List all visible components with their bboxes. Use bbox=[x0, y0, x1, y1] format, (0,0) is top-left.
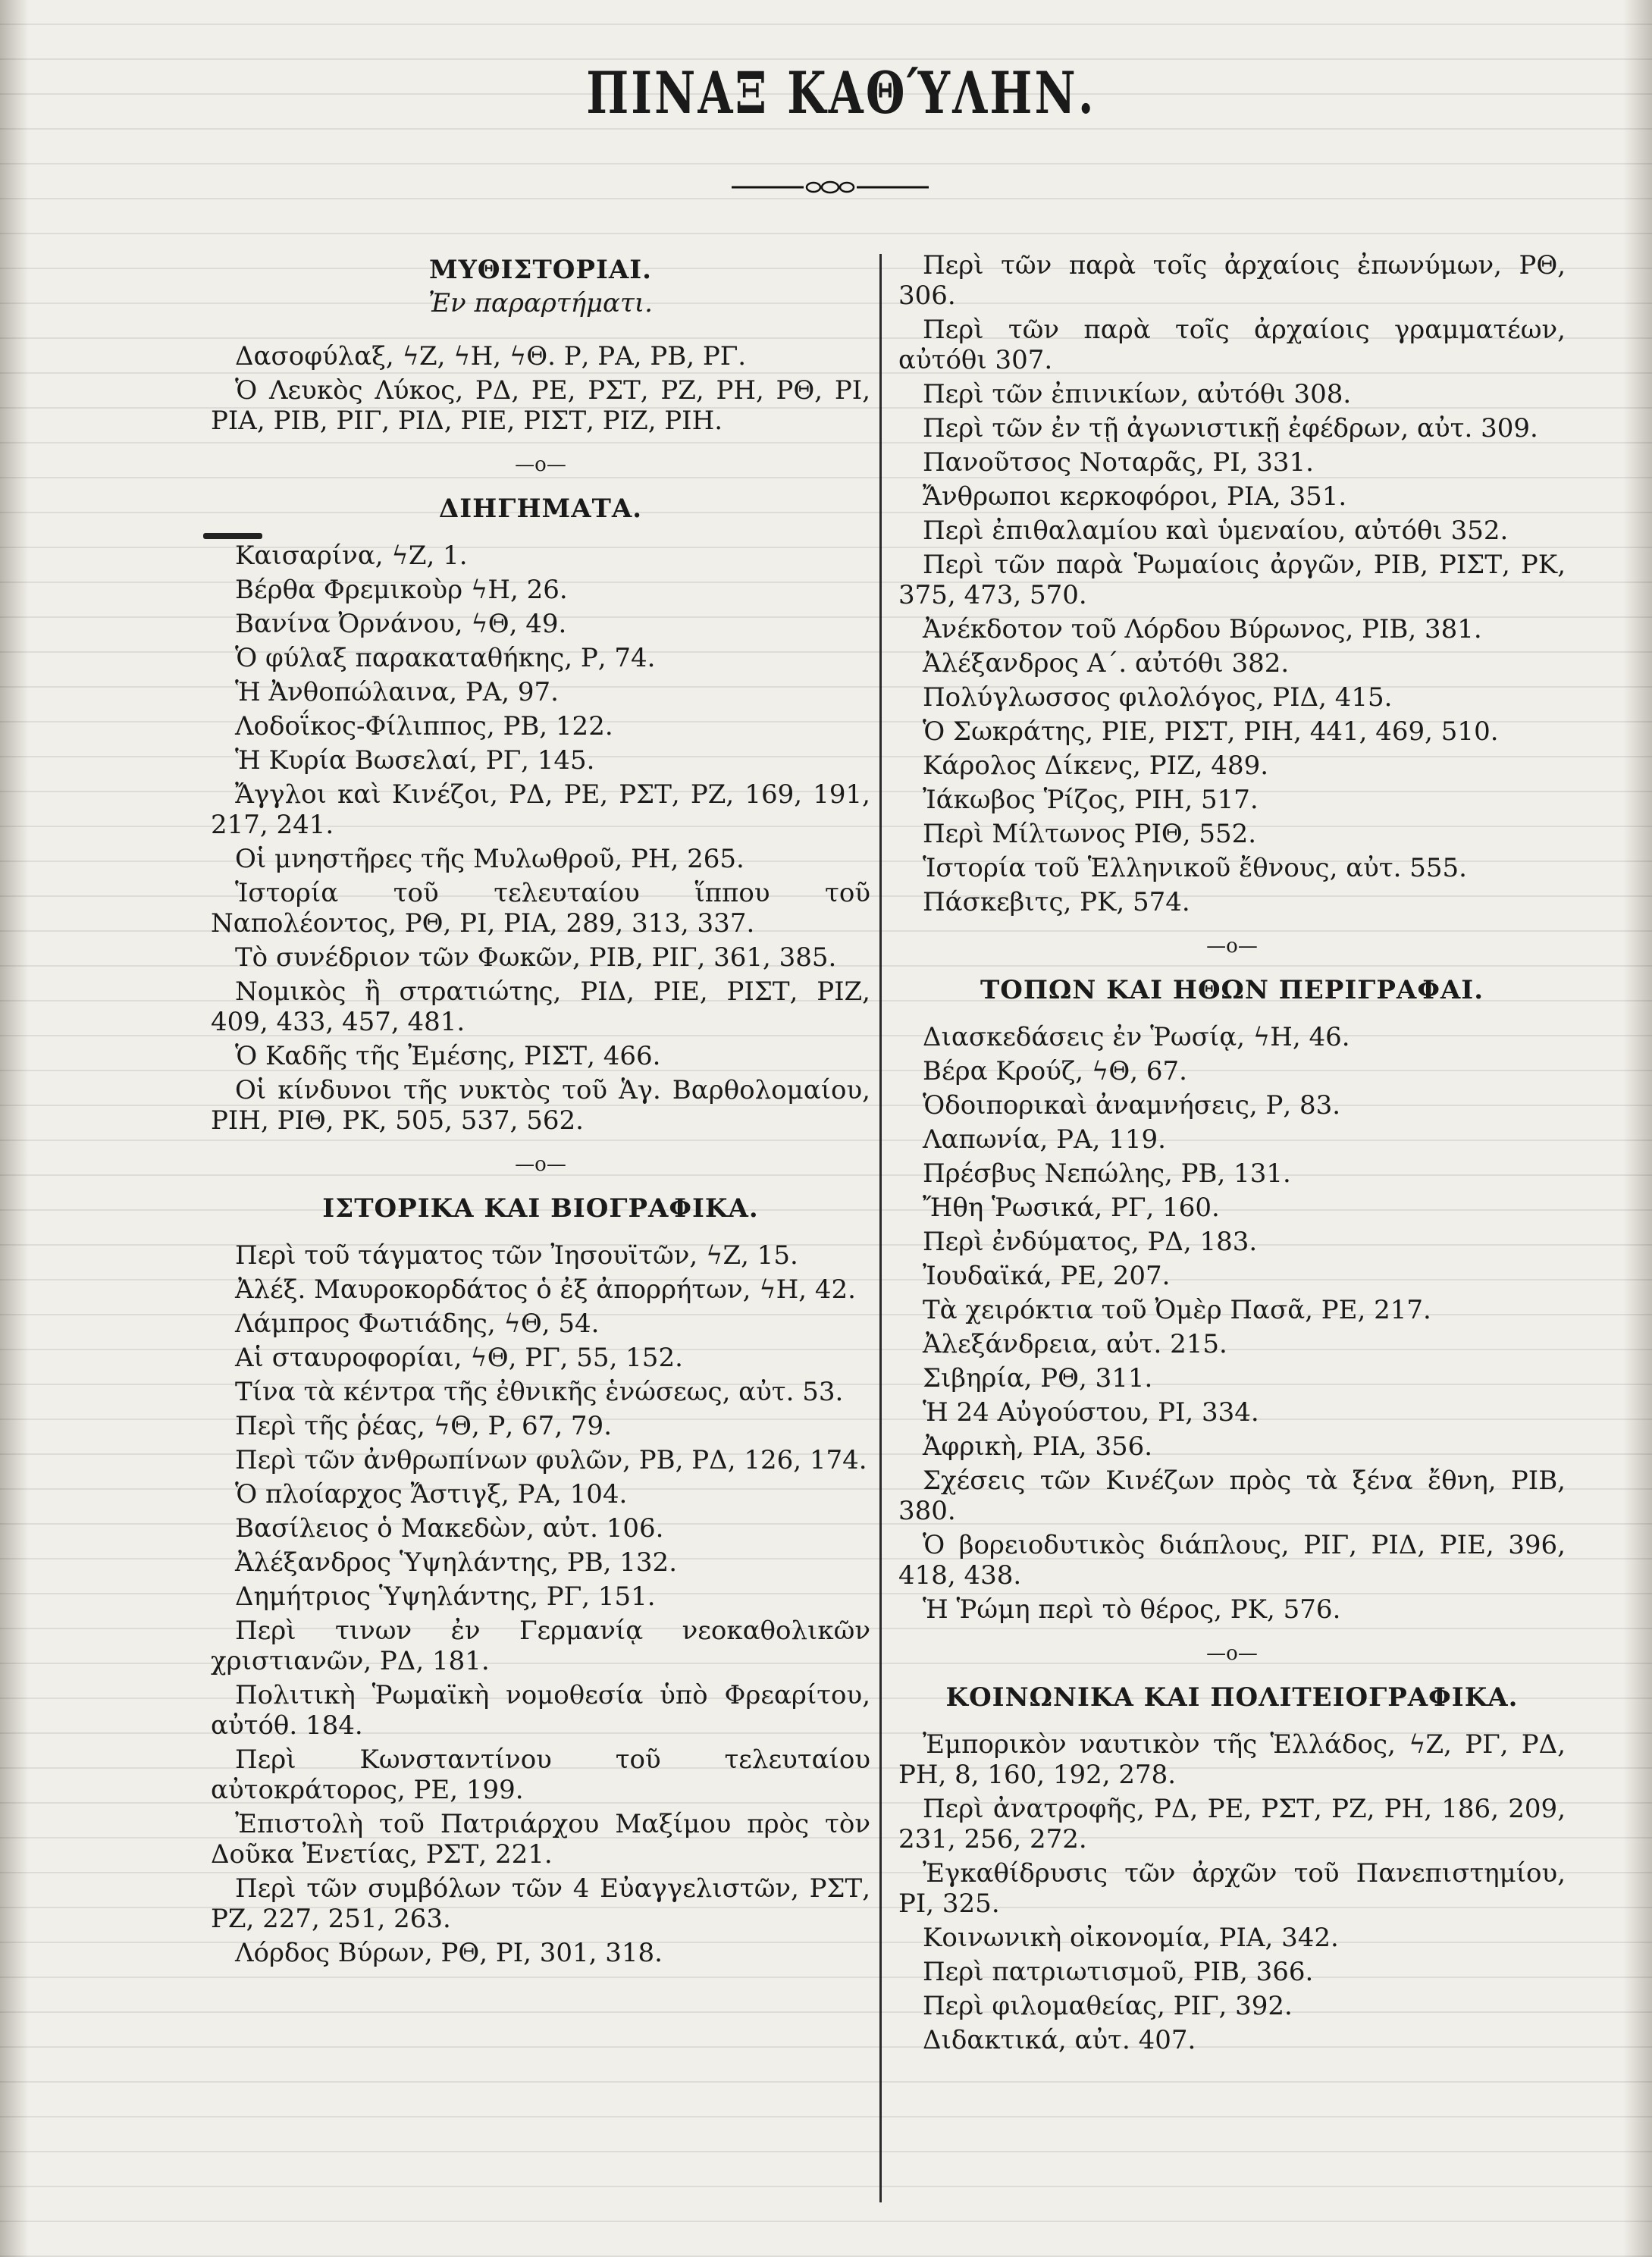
index-entry: Ἀφρικὴ, ΡΙΑ, 356. bbox=[923, 1431, 1153, 1462]
index-entry: Ὁ Σωκράτης, ΡΙΕ, ΡΙΣΤ, ΡΙΗ, 441, 469, 510. bbox=[923, 716, 1499, 747]
index-entry: Κοινωνικὴ οἰκονομία, ΡΙΑ, 342. bbox=[923, 1923, 1339, 1953]
index-entry: Ἐπιστολὴ τοῦ Πατριάρχου Μαξίμου πρὸς τὸν Δοῦκα Ἐνετίας, ΡΣΤ, 221. bbox=[211, 1809, 870, 1870]
index-entry: Νομικὸς ἢ στρατιώτης, ΡΙΔ, ΡΙΕ, ΡΙΣΤ, ΡΙΖ, 409, 433, 457, 481. bbox=[211, 976, 870, 1037]
index-entry: Περὶ τῆς ῥέας, ϟΘ, Ρ, 67, 79. bbox=[235, 1411, 613, 1441]
index-entry: Οἱ κίνδυνοι τῆς νυκτὸς τοῦ Ἁγ. Βαρθολομαίου, ΡΙΗ, ΡΙΘ, ΡΚ, 505, 537, 562. bbox=[211, 1075, 870, 1136]
index-entry: Ἡ Ῥώμη περὶ τὸ θέρος, ΡΚ, 576. bbox=[923, 1594, 1341, 1625]
index-entry: Διασκεδάσεις ἐν Ῥωσίᾳ, ϟΗ, 46. bbox=[923, 1022, 1350, 1052]
index-entry: Πρέσβυς Νεπώλης, ΡΒ, 131. bbox=[923, 1158, 1291, 1189]
index-entry: Περὶ Μίλτωνος ΡΙΘ, 552. bbox=[923, 819, 1257, 849]
index-entry: Περὶ ἀνατροφῆς, ΡΔ, ΡΕ, ΡΣΤ, ΡΖ, ΡΗ, 186, 209, 231, 256, 272. bbox=[898, 1794, 1566, 1854]
index-entry: Σιβηρία, ΡΘ, 311. bbox=[923, 1363, 1153, 1393]
section-separator: —o— bbox=[515, 453, 566, 476]
index-entry: Ἱστορία τοῦ Ἑλληνικοῦ ἔθνους, αὐτ. 555. bbox=[923, 853, 1467, 883]
index-entry: Περὶ τῶν ἀνθρωπίνων φυλῶν, ΡΒ, ΡΔ, 126, 174. bbox=[235, 1445, 867, 1475]
index-entry: Δημήτριος Ὑψηλάντης, ΡΓ, 151. bbox=[235, 1581, 656, 1612]
index-entry: Διδακτικά, αὐτ. 407. bbox=[923, 2025, 1196, 2055]
index-entry: Ἡ Κυρία Βωσελαί, ΡΓ, 145. bbox=[235, 745, 595, 776]
section-heading-places: ΤΟΠΩΝ ΚΑΙ ΗΘΩΝ ΠΕΡΙΓΡΑΦΑΙ. bbox=[980, 975, 1484, 1005]
index-entry: Περὶ τῶν ἐπινικίων, αὐτόθι 308. bbox=[923, 379, 1352, 409]
index-entry: Λαπωνία, ΡΑ, 119. bbox=[923, 1124, 1166, 1155]
index-entry: Ἐμπορικὸν ναυτικὸν τῆς Ἑλλάδος, ϟΖ, ΡΓ, ΡΔ, ΡΗ, 8, 160, 192, 278. bbox=[898, 1729, 1566, 1790]
index-entry: Ἀλέξανδρος Ὑψηλάντης, ΡΒ, 132. bbox=[235, 1547, 677, 1578]
index-entry: Πολιτικὴ Ῥωμαϊκὴ νομοθεσία ὑπὸ Φρεαρίτου, αὐτόθ. 184. bbox=[211, 1680, 870, 1741]
index-entry: Περὶ τῶν συμβόλων τῶν 4 Εὐαγγελιστῶν, ΡΣΤ, ΡΖ, 227, 251, 263. bbox=[211, 1873, 870, 1934]
index-entry: Περὶ τῶν παρὰ τοῖς ἀρχαίοις ἐπωνύμων, ΡΘ, 306. bbox=[898, 250, 1566, 311]
section-separator: —o— bbox=[1206, 1642, 1258, 1665]
index-entry: Περὶ ἐπιθαλαμίου καὶ ὑμεναίου, αὐτόθι 352. bbox=[923, 516, 1509, 546]
index-entry: Τὸ συνέδριον τῶν Φωκῶν, ΡΙΒ, ΡΙΓ, 361, 385. bbox=[235, 942, 837, 973]
index-entry: Λάμπρος Φωτιάδης, ϟΘ, 54. bbox=[235, 1309, 600, 1339]
title-ornament bbox=[732, 176, 929, 199]
index-entry: Ἄνθρωποι κερκοφόροι, ΡΙΑ, 351. bbox=[923, 481, 1347, 512]
index-entry: Ἀλέξανδρος Α΄. αὐτόθι 382. bbox=[923, 648, 1290, 679]
index-entry: Ἡ Ἀνθοπώλαινα, ΡΑ, 97. bbox=[235, 677, 559, 707]
index-entry: Περὶ τοῦ τάγματος τῶν Ἰησουϊτῶν, ϟΖ, 15. bbox=[235, 1240, 798, 1271]
index-entry: Πανοῦτσος Νοταρᾶς, ΡΙ, 331. bbox=[923, 447, 1314, 478]
index-entry: Βέρθα Φρεμικοὺρ ϟΗ, 26. bbox=[235, 575, 568, 605]
index-entry: Περὶ τῶν ἐν τῇ ἀγωνιστικῇ ἐφέδρων, αὐτ. 309. bbox=[923, 413, 1538, 444]
index-entry: Αἱ σταυροφορίαι, ϟΘ, ΡΓ, 55, 152. bbox=[235, 1343, 683, 1373]
index-entry: Περὶ ἐνδύματος, ΡΔ, 183. bbox=[923, 1227, 1258, 1257]
index-entry: Οἱ μνηστῆρες τῆς Μυλωθροῦ, ΡΗ, 265. bbox=[235, 844, 744, 874]
index-entry: Ἐγκαθίδρυσις τῶν ἀρχῶν τοῦ Πανεπιστημίου, ΡΙ, 325. bbox=[898, 1858, 1566, 1919]
index-entry: Βασίλειος ὁ Μακεδὼν, αὐτ. 106. bbox=[235, 1513, 664, 1544]
left-column bbox=[211, 250, 870, 1972]
index-entry: Ὁ βορειοδυτικὸς διάπλους, ΡΙΓ, ΡΙΔ, ΡΙΕ, 396, 418, 438. bbox=[898, 1530, 1566, 1591]
index-entry: Ἀνέκδοτον τοῦ Λόρδου Βύρωνος, ΡΙΒ, 381. bbox=[923, 614, 1482, 644]
index-entry: Περὶ πατριωτισμοῦ, ΡΙΒ, 366. bbox=[923, 1957, 1314, 1987]
index-entry: Πολύγλωσσος φιλολόγος, ΡΙΔ, 415. bbox=[923, 682, 1393, 713]
index-entry: Τίνα τὰ κέντρα τῆς ἐθνικῆς ἑνώσεως, αὐτ. 53. bbox=[235, 1377, 844, 1407]
index-entry: Δασοφύλαξ, ϟΖ, ϟΗ, ϟΘ. Ρ, ΡΑ, ΡΒ, ΡΓ. bbox=[235, 341, 747, 371]
index-entry: Πάσκεβιτς, ΡΚ, 574. bbox=[923, 887, 1190, 917]
section-heading-history: ΙΣΤΟΡΙΚΑ ΚΑΙ ΒΙΟΓΡΑΦΙΚΑ. bbox=[322, 1193, 759, 1224]
section-separator: —o— bbox=[1206, 935, 1258, 958]
section-subheading: Ἐν παραρτήματι. bbox=[428, 288, 653, 318]
index-entry: Ἄγγλοι καὶ Κινέζοι, ΡΔ, ΡΕ, ΡΣΤ, ΡΖ, 169, 191, 217, 241. bbox=[211, 779, 870, 840]
section-heading-social: ΚΟΙΝΩΝΙΚΑ ΚΑΙ ΠΟΛΙΤΕΙΟΓΡΑΦΙΚΑ. bbox=[945, 1682, 1519, 1713]
index-entry: Βανίνα Ὀρνάνου, ϟΘ, 49. bbox=[235, 609, 567, 639]
index-entry: Περὶ τινων ἐν Γερμανίᾳ νεοκαθολικῶν χριστιανῶν, ΡΔ, 181. bbox=[211, 1616, 870, 1676]
index-entry: Ἀλέξ. Μαυροκορδάτος ὁ ἐξ ἀπορρήτων, ϟΗ, 42. bbox=[235, 1274, 856, 1305]
right-column bbox=[898, 250, 1566, 2059]
index-entry: Περὶ φιλομαθείας, ΡΙΓ, 392. bbox=[923, 1991, 1293, 2021]
index-entry: Λόρδος Βύρων, ΡΘ, ΡΙ, 301, 318. bbox=[235, 1938, 663, 1968]
index-entry: Ἤθη Ῥωσικά, ΡΓ, 160. bbox=[923, 1193, 1220, 1223]
index-entry: Κάρολος Δίκενς, ΡΙΖ, 489. bbox=[923, 751, 1269, 781]
index-entry: Ὁδοιπορικαὶ ἀναμνήσεις, Ρ, 83. bbox=[923, 1090, 1341, 1121]
index-entry: Τὰ χειρόκτια τοῦ Ὀμὲρ Πασᾶ, ΡΕ, 217. bbox=[923, 1295, 1431, 1325]
section-separator: —o— bbox=[515, 1153, 566, 1176]
index-entry: Περὶ τῶν παρὰ Ῥωμαίοις ἀργῶν, ΡΙΒ, ΡΙΣΤ, ΡΚ, 375, 473, 570. bbox=[898, 550, 1566, 610]
index-entry: Ἡ 24 Αὐγούστου, ΡΙ, 334. bbox=[923, 1397, 1259, 1428]
index-entry: Λοδοΐκος-Φίλιππος, ΡΒ, 122. bbox=[235, 711, 613, 741]
page-title: ΠΙΝΑΞ ΚΑΘΎΛΗΝ. bbox=[586, 59, 1096, 127]
index-entry: Ἰάκωβος Ῥίζος, ΡΙΗ, 517. bbox=[923, 785, 1259, 815]
index-entry: Ἀλεξάνδρεια, αὐτ. 215. bbox=[923, 1329, 1227, 1359]
column-divider bbox=[879, 254, 882, 2202]
section-heading-novels: ΜΥΘΙΣΤΟΡΙΑΙ. bbox=[429, 255, 652, 285]
index-entry: Ἱστορία τοῦ τελευταίου ἵππου τοῦ Ναπολέοντος, ΡΘ, ΡΙ, ΡΙΑ, 289, 313, 337. bbox=[211, 878, 870, 939]
index-entry: Ἰουδαϊκά, ΡΕ, 207. bbox=[923, 1261, 1171, 1291]
section-heading-stories: ΔΙΗΓΗΜΑΤΑ. bbox=[438, 494, 643, 524]
index-entry: Περὶ τῶν παρὰ τοῖς ἀρχαίοις γραμματέων, αὐτόθι 307. bbox=[898, 315, 1566, 375]
index-entry: Ὁ Λευκὸς Λύκος, ΡΔ, ΡΕ, ΡΣΤ, ΡΖ, ΡΗ, ΡΘ, ΡΙ, ΡΙΑ, ΡΙΒ, ΡΙΓ, ΡΙΔ, ΡΙΕ, ΡΙΣΤ, ΡΙΖ, ΡΙΗ. bbox=[211, 375, 870, 436]
index-entry: Ὁ πλοίαρχος Ἄστιγξ, ΡΑ, 104. bbox=[235, 1479, 628, 1509]
index-entry: Περὶ Κωνσταντίνου τοῦ τελευταίου αὐτοκράτορος, ΡΕ, 199. bbox=[211, 1744, 870, 1805]
index-entry: Καισαρίνα, ϟΖ, 1. bbox=[235, 541, 468, 571]
index-entry: Βέρα Κρούζ, ϟΘ, 67. bbox=[923, 1056, 1187, 1086]
index-entry: Ὁ Καδῆς τῆς Ἐμέσης, ΡΙΣΤ, 466. bbox=[235, 1041, 661, 1071]
index-entry: Σχέσεις τῶν Κινέζων πρὸς τὰ ξένα ἔθνη, ΡΙΒ, 380. bbox=[898, 1465, 1566, 1526]
index-entry: Ὁ φύλαξ παρακαταθήκης, Ρ, 74. bbox=[235, 643, 656, 673]
